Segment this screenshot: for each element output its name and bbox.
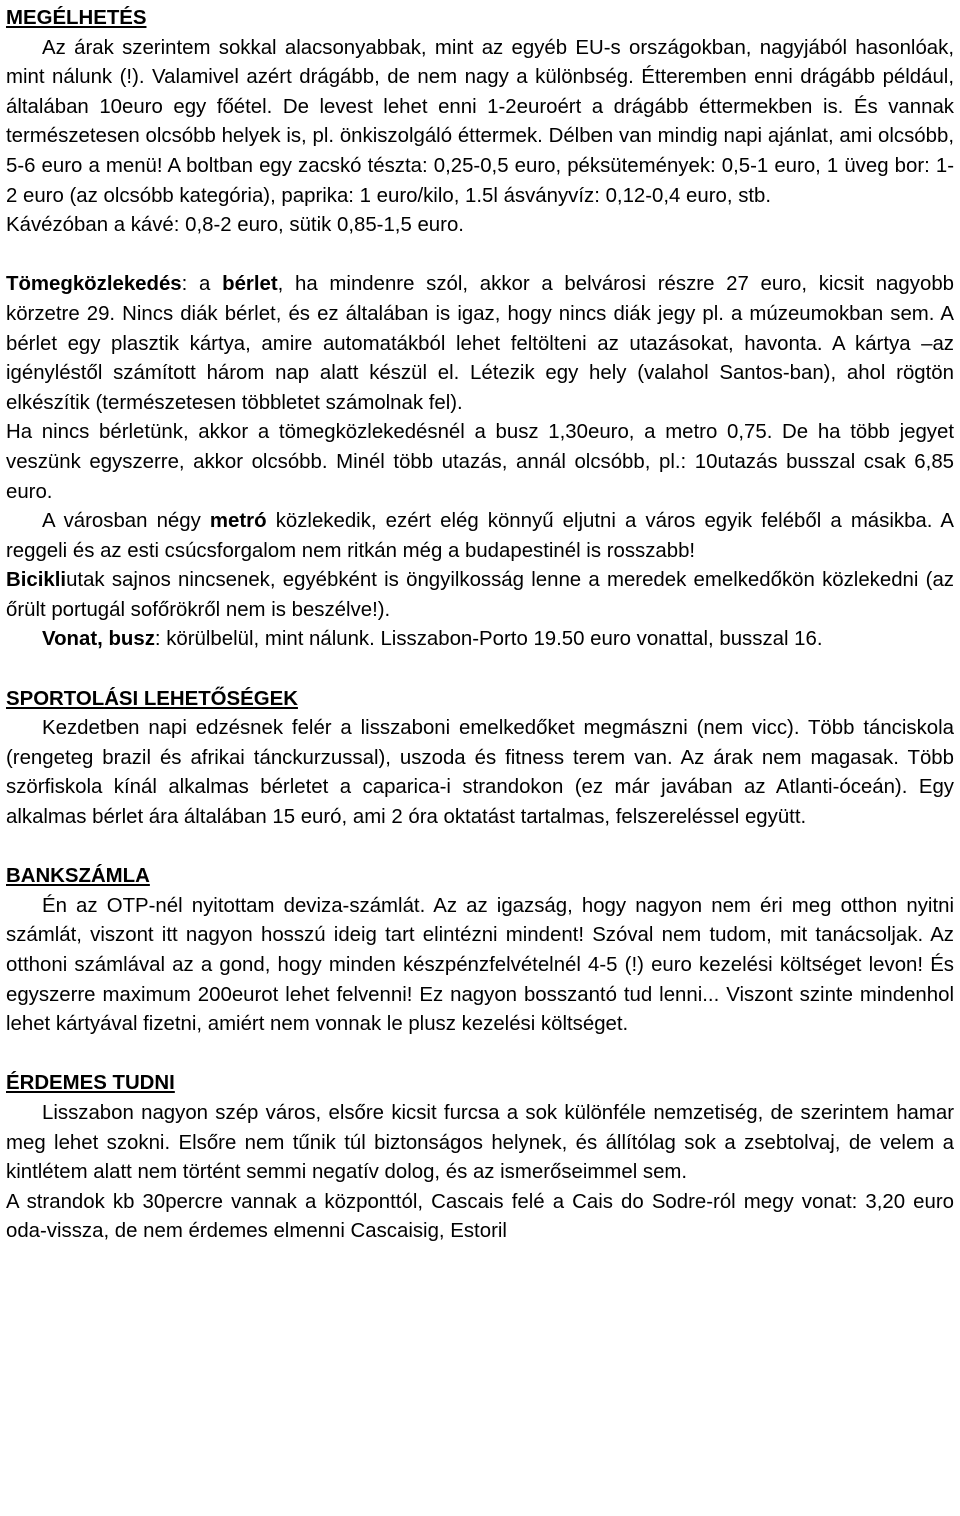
pass-term: bérlet xyxy=(222,273,278,296)
transport-paragraph-1 xyxy=(6,270,954,418)
metro-term: metró xyxy=(209,510,267,533)
transport-text: : a xyxy=(181,273,223,296)
section-heading-living: MEGÉLHETÉS xyxy=(6,7,147,29)
transport-text: A városban négy xyxy=(42,510,210,533)
worth-paragraph-2: A strandok kb 30percre vannak a központtól, Cascais felé a Cais do Sodre-ról megy vonat: 3,20 euro oda-vissza, de nem érdemes elmenni Cascaisig, Estoril xyxy=(6,1190,954,1243)
document-page xyxy=(6,4,954,1247)
section-sport xyxy=(6,685,954,833)
section-bank xyxy=(6,862,954,1040)
transport-text: , ha mindenre szól, akkor a belvárosi részre 27 euro, kicsit nagyobb körzetre 29. Nincs diák bérlet, és ez általában is igaz, hogy nincs diák jegy pl. a múzeumokban sem. A bérlet egy plasztik kártya, amire automatákból lehet feltölteni az utazásokat, havonta. A kártya –az igényléstől számított három nap alatt készül el. Létezik egy hely (valahol Santos-ban), ahol rögtön elkészítik (természetesen többletet számolnak fel). xyxy=(6,273,954,414)
section-worth-knowing xyxy=(6,1069,954,1247)
section-heading-bank: BANKSZÁMLA xyxy=(6,865,150,888)
section-living xyxy=(6,4,954,241)
transport-text: közlekedik, ezért elég könnyű eljutni a város egyik feléből a másikba. A reggeli és az esti csúcsforgalom nem ritkán még a budapestinél is rosszabb! xyxy=(6,510,954,562)
spacer xyxy=(6,241,954,271)
transport-paragraph-2: Ha nincs bérletünk, akkor a tömegközlekedésnél a busz 1,30euro, a metro 0,75. De ha több jegyet veszünk egyszerre, akkor olcsóbb. Minél több utazás, annál olcsóbb, pl.: 10utazás busszal csak 6,85 euro. xyxy=(6,421,954,503)
bank-paragraph-1: Én az OTP-nél nyitottam deviza-számlát. Az az igazság, hogy nagyon nem éri meg otthon nyitni számlát, viszont itt nagyon hosszú ideig tart elintézni mindent! Szóval nem tudom, mit tanácsoljak. Az otthoni számlával az a gond, hogy minden készpénzfelvételnél 4-5 (!) euro kezelési költséget levon! És egyszerre maximum 200eurot lehet felvenni! Ez nagyon bosszantó tud lenni... Viszont szinte mindenhol lehet kártyával fizetni, amiért nem vonnak le plusz kezelési költséget. xyxy=(6,894,954,1036)
worth-paragraph-1: Lisszabon nagyon szép város, elsőre kicsit furcsa a sok különféle nemzetiség, de szerintem hamar meg lehet szokni. Elsőre nem tűnik túl biztonságos helynek, és állítólag sok a zsebtolvaj, de velem a kintlétem alatt nem történt semmi negatív dolog, és az ismerőseimmel sem. xyxy=(6,1101,954,1184)
transport-paragraph-4 xyxy=(6,566,954,625)
transport-paragraph-5 xyxy=(6,625,954,655)
spacer xyxy=(6,833,954,863)
spacer xyxy=(6,1040,954,1070)
living-paragraph-1: Az árak szerintem sokkal alacsonyabbak, mint az egyéb EU-s országokban, nagyjából hasonlóak, mint nálunk (!). Valamivel azért drágább, de nem nagy a különbség. Étteremben enni drágább például, általában 10euro egy főétel. De levest lehet enni 1-2euroért a drágább éttermekben is. És vannak természetesen olcsóbb helyek is, pl. önkiszolgáló éttermek. Délben van mindig napi ajánlat, ami olcsóbb, 5-6 euro a menü! A boltban egy zacskó tészta: 0,25-0,5 euro, péksütemények: 0,5-1 euro, 1 üveg bor: 1-2 euro (az olcsóbb kategória), paprika: 1 euro/kilo, 1.5l ásványvíz: 0,12-0,4 euro, stb. xyxy=(6,36,954,207)
bicycle-term: Bicikli xyxy=(6,569,67,592)
transport-text: : körülbelül, mint nálunk. Lisszabon-Porto 19.50 euro vonattal, busszal 16. xyxy=(154,628,823,651)
transport-term: Tömegközlekedés xyxy=(6,273,182,296)
sport-paragraph-1: Kezdetben napi edzésnek felér a lisszaboni emelkedőket megmászni (nem vicc). Több tánciskola (rengeteg brazil és afrikai tánckurzussal), uszoda és fitness terem van. Az árak nem magasak. Több szörfiskola kínál alkalmas bérletet a caparica-i strandokon (ez már javában az Atlanti-óceán). Egy alkalmas bérlet ára általában 15 euró, ami 2 óra oktatást tartalmas, felszereléssel együtt. xyxy=(6,717,954,829)
section-transport xyxy=(6,270,954,655)
living-paragraph-2: Kávézóban a kávé: 0,8-2 euro, sütik 0,85-1,5 euro. xyxy=(6,214,464,237)
transport-text: utak sajnos nincsenek, egyébként is öngyilkosság lenne a meredek emelkedőkön közlekedni (az őrült portugál sofőrökről nem is beszélve!). xyxy=(6,569,954,621)
train-bus-term: Vonat, busz xyxy=(42,628,155,651)
spacer xyxy=(6,655,954,685)
section-heading-worth-knowing: ÉRDEMES TUDNI xyxy=(6,1072,175,1095)
section-heading-sport: SPORTOLÁSI LEHETŐSÉGEK xyxy=(6,687,298,710)
transport-paragraph-3 xyxy=(6,507,954,566)
